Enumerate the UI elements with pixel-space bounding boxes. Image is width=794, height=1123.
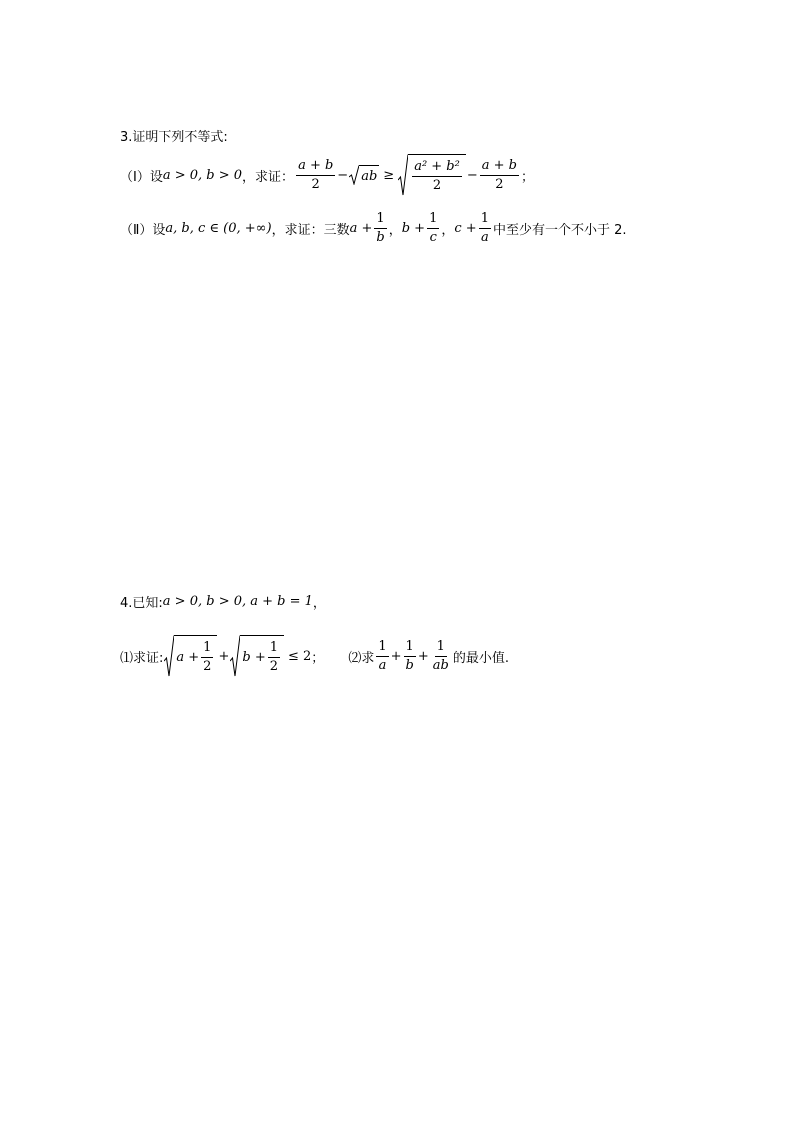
part-1-end: ； [520,169,534,185]
fraction-numerator: a² + b² [412,159,462,177]
part-1-label: ⑴求证: [120,650,164,666]
sqrt-term-prefix: a + [176,649,200,665]
radical-icon [398,154,408,196]
sqrt-ab [349,165,379,185]
problem-3-part-2 [120,208,627,248]
problem-4-heading-end: ， [312,596,326,611]
fraction-denominator: 2 [495,176,504,192]
minus-sign: − [466,167,478,183]
minus-sign: − [337,167,349,183]
fraction-denominator: 2 [269,658,278,674]
problem-3-heading [120,126,228,145]
fraction-1-over-b [404,639,416,674]
problem-3-title: 3.证明下列不等式: [120,130,228,145]
plus-sign: + [218,648,230,664]
fraction-denominator: b [376,229,385,245]
fraction-one-half [201,640,213,675]
fraction-denominator: c [429,229,437,245]
term-3-prefix: c + [454,220,477,236]
fraction-numerator: 1 [374,211,386,229]
fraction-1-over-a [376,639,388,674]
part-2-end: 的最小值. [452,650,509,666]
fraction-denominator: b [405,657,414,673]
part-2-label: ⑵求 [348,650,375,666]
fraction-a-plus-b-over-2 [296,158,335,193]
fraction-numerator: 1 [201,640,213,658]
fraction-denominator: a [378,657,387,673]
radical-icon [230,635,240,677]
part-1-label: （Ⅰ）设 [120,169,163,185]
radical-icon [349,165,359,185]
sqrt-radicand: ab [359,165,379,185]
fraction-numerator: 1 [404,639,416,657]
radical-icon [164,635,174,677]
part-1-condition: a > 0, b > 0 [162,167,243,183]
part-2-condition: a, b, c ∈ (0, +∞) [165,220,272,236]
fraction-one-half [268,640,280,675]
problem-4-title: 4.已知: [120,596,163,611]
part-2-end: 中至少有一个不小于 2. [492,222,627,238]
problem-3-part-1 [120,152,534,198]
separator: ， [388,222,402,238]
sqrt-a-plus-half [164,635,217,677]
plus-sign: + [390,648,402,664]
problem-4-parts [120,634,509,678]
problem-4-heading [120,592,326,611]
fraction-a-plus-b-over-2 [480,158,519,193]
fraction-1-over-a [479,211,491,246]
part-2-prompt: ，求证：三数 [271,222,350,238]
fraction-numerator: 1 [479,211,491,229]
sqrt-term-prefix: b + [242,649,266,665]
sqrt-b-plus-half [230,635,284,677]
plus-sign: + [417,648,429,664]
part-1-prompt: ，求证： [242,169,295,185]
fraction-numerator: a + b [296,158,335,176]
fraction-numerator: 1 [427,211,439,229]
fraction-numerator: a + b [480,158,519,176]
fraction-denominator: 2 [432,177,442,193]
fraction-denominator: 2 [311,176,320,192]
term-2-prefix: b + [401,220,426,236]
sqrt-mean-square [398,154,466,196]
term-1-prefix: a + [349,220,373,236]
fraction-denominator: a [480,229,489,245]
fraction-1-over-c [427,211,439,246]
geq-sign: ≥ [383,167,395,183]
part-1-end: ； [311,650,325,666]
separator: ， [441,222,455,238]
fraction-numerator: 1 [268,640,280,658]
fraction-1-over-ab [431,639,451,674]
fraction-numerator: 1 [376,639,388,657]
leq-two: ≤ 2 [288,648,312,664]
fraction-denominator: ab [432,657,449,673]
part-2-label: （Ⅱ）设 [120,222,166,238]
fraction-numerator: 1 [435,639,447,657]
problem-4-condition: a > 0, b > 0, a + b = 1 [162,594,313,609]
fraction-1-over-b [374,211,386,246]
fraction-denominator: 2 [203,658,212,674]
fraction-sum-of-squares [412,159,462,194]
